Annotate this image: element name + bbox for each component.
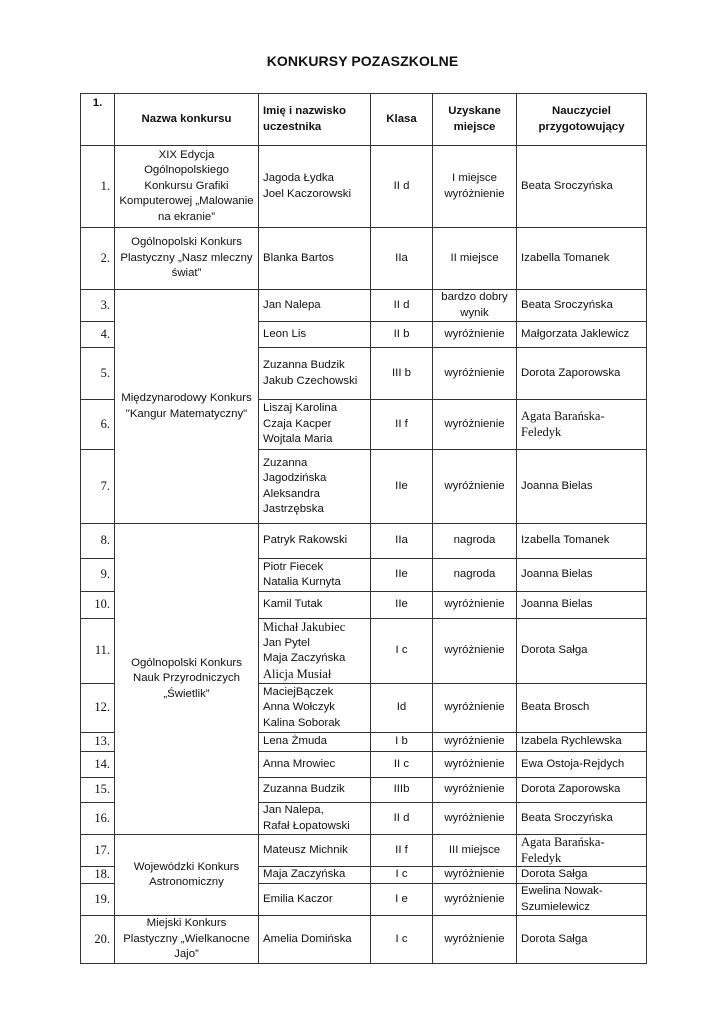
- participant-name: Jagoda Łydka: [263, 172, 334, 184]
- teacher-cell: Dorota Zaporowska: [517, 348, 647, 400]
- class-cell: I c: [371, 916, 433, 964]
- class-cell: II f: [371, 835, 433, 867]
- participant-name: Emilia Kaczor: [263, 892, 333, 905]
- participant-name: Wojtala Maria: [263, 433, 333, 446]
- participant-name: Blanka Bartos: [263, 251, 334, 264]
- class-cell: Id: [371, 684, 433, 733]
- place-cell: [433, 752, 517, 778]
- participant-name: Kamil Tutak: [263, 598, 323, 611]
- participant-cell: [259, 867, 371, 884]
- participant-cell: [259, 752, 371, 778]
- class-cell: II d: [371, 146, 433, 228]
- place-cell: [433, 146, 517, 228]
- row-number: 7.: [81, 450, 115, 524]
- place-cell: [433, 592, 517, 619]
- participant-name: Czaja Kacper: [263, 417, 332, 430]
- participant-name: Jakub Czechowski: [263, 374, 358, 387]
- place-text: I miejsce: [452, 172, 497, 184]
- row-number: 8.: [81, 524, 115, 559]
- participant-name: Maja Zaczyńska: [263, 652, 346, 664]
- row-number: 15.: [81, 778, 115, 803]
- participant-name: Aleksandra: [263, 487, 320, 500]
- place-cell: [433, 884, 517, 916]
- participant-name: Maja Zaczyńska: [263, 868, 346, 881]
- table-body: [81, 146, 647, 964]
- teacher-cell: Beata Sroczyńska: [517, 290, 647, 322]
- participant-name: Rafał Łopatowski: [263, 819, 350, 832]
- place-cell: [433, 524, 517, 559]
- participant-name: Piotr Fiecek: [263, 560, 324, 573]
- participant-cell: [259, 524, 371, 559]
- table-header-row: [81, 94, 647, 146]
- class-cell: II d: [371, 290, 433, 322]
- participant-name: Kalina Soborak: [263, 716, 341, 729]
- teacher-cell: Beata Sroczyńska: [517, 803, 647, 835]
- place-text: wyróżnienie: [444, 479, 505, 492]
- participant-name: Jan Pytel: [263, 636, 310, 649]
- participant-name: Joel Kaczorowski: [263, 187, 351, 200]
- place-cell: [433, 778, 517, 803]
- class-cell: I e: [371, 884, 433, 916]
- teacher-cell: Dorota Sałga: [517, 867, 647, 884]
- table-row: [81, 524, 647, 559]
- row-number: 2.: [81, 228, 115, 290]
- place-cell: [433, 322, 517, 348]
- place-cell: [433, 619, 517, 684]
- teacher-cell: Izabella Tomanek: [517, 524, 647, 559]
- participant-name: MaciejBączek: [263, 685, 334, 698]
- participant-name: Amelia Domińska: [263, 932, 352, 945]
- header-contest: Nazwa konkursu: [115, 94, 259, 146]
- class-cell: IIe: [371, 592, 433, 619]
- page-title: KONKURSY POZASZKOLNE: [266, 53, 459, 69]
- class-cell: II d: [371, 803, 433, 835]
- participant-name: Michał Jakubiec: [263, 620, 346, 634]
- place-text: II miejsce: [450, 251, 499, 264]
- participant-cell: [259, 778, 371, 803]
- place-text: wyróżnienie: [444, 327, 505, 340]
- place-text: wyróżnienie: [444, 701, 505, 714]
- header-participant: Imię i nazwisko uczestnika: [259, 94, 371, 146]
- place-text: wyróżnienie: [444, 811, 505, 824]
- place-text: wyróżnienie: [444, 187, 505, 200]
- contest-name: Miejski Konkurs Plastyczny „Wielkanocne Jajo”: [115, 916, 259, 964]
- place-text: wyróżnienie: [444, 868, 505, 881]
- class-cell: I b: [371, 733, 433, 752]
- place-cell: [433, 400, 517, 450]
- participant-name: Lena Żmuda: [263, 735, 327, 748]
- row-number: 11.: [81, 619, 115, 684]
- class-cell: I c: [371, 867, 433, 884]
- contest-name: Ogólnopolski Konkurs Plastyczny „Nasz mleczny świat”: [115, 228, 259, 290]
- row-number: 10.: [81, 592, 115, 619]
- place-text: wyróżnienie: [444, 892, 505, 905]
- table-row: [81, 916, 647, 964]
- participant-cell: [259, 916, 371, 964]
- row-number: 12.: [81, 684, 115, 733]
- row-number: 13.: [81, 733, 115, 752]
- participant-name: Zuzanna: [263, 456, 308, 469]
- row-number: 4.: [81, 322, 115, 348]
- place-text: nagroda: [453, 534, 496, 547]
- participant-cell: [259, 348, 371, 400]
- row-number: 9.: [81, 559, 115, 592]
- class-cell: IIIb: [371, 778, 433, 803]
- participant-cell: [259, 290, 371, 322]
- teacher-cell: Dorota Sałga: [517, 916, 647, 964]
- table-row: [81, 835, 647, 867]
- place-cell: [433, 733, 517, 752]
- teacher-cell: Beata Brosch: [517, 684, 647, 733]
- place-text: wyróżnienie: [444, 417, 505, 430]
- participant-cell: [259, 559, 371, 592]
- row-number: 1.: [81, 146, 115, 228]
- teacher-cell: Agata Barańska-Feledyk: [517, 835, 647, 867]
- place-text: nagroda: [453, 568, 496, 581]
- participant-cell: [259, 884, 371, 916]
- teacher-cell: Izabela Rychlewska: [517, 733, 647, 752]
- contests-table: [80, 93, 647, 964]
- header-teacher: Nauczyciel przygotowujący: [517, 94, 647, 146]
- teacher-cell: Małgorzata Jaklewicz: [517, 322, 647, 348]
- place-cell: [433, 290, 517, 322]
- participant-name: Jan Nalepa,: [263, 804, 324, 816]
- place-cell: [433, 684, 517, 733]
- place-text: wyróżnienie: [444, 366, 505, 379]
- table-row: [81, 290, 647, 322]
- participant-cell: [259, 592, 371, 619]
- class-cell: IIe: [371, 559, 433, 592]
- place-text: wyróżnienie: [444, 783, 505, 796]
- teacher-cell: Dorota Sałga: [517, 619, 647, 684]
- participant-name: Anna Wołczyk: [263, 701, 335, 714]
- place-text: wynik: [460, 306, 489, 319]
- contest-name: Międzynarodowy Konkurs "Kangur Matematyczny": [115, 290, 259, 524]
- participant-cell: [259, 146, 371, 228]
- contest-name: Wojewódzki Konkurs Astronomiczny: [115, 835, 259, 916]
- place-cell: [433, 450, 517, 524]
- class-cell: II c: [371, 752, 433, 778]
- place-text: wyróżnienie: [444, 757, 505, 770]
- participant-name: Alicja Musiał: [263, 666, 332, 681]
- participant-cell: [259, 803, 371, 835]
- participant-name: Liszaj Karolina: [263, 402, 338, 415]
- participant-name: Natalia Kurnyta: [263, 576, 341, 588]
- contest-name: Ogólnopolski Konkurs Nauk Przyrodniczych „Świetlik”: [115, 524, 259, 835]
- class-cell: IIe: [371, 450, 433, 524]
- participant-cell: [259, 619, 371, 684]
- place-cell: [433, 867, 517, 884]
- participant-cell: [259, 450, 371, 524]
- class-cell: II b: [371, 322, 433, 348]
- row-number: 6.: [81, 400, 115, 450]
- class-cell: III b: [371, 348, 433, 400]
- row-number: 19.: [81, 884, 115, 916]
- participant-name: Leon Lis: [263, 327, 307, 340]
- row-number: 20.: [81, 916, 115, 964]
- teacher-cell: Joanna Bielas: [517, 592, 647, 619]
- place-text: wyróżnienie: [444, 735, 505, 748]
- row-number: 17.: [81, 835, 115, 867]
- row-number: 18.: [81, 867, 115, 884]
- participant-name: Jan Nalepa: [263, 298, 321, 311]
- class-cell: II f: [371, 400, 433, 450]
- row-number: 3.: [81, 290, 115, 322]
- class-cell: IIa: [371, 228, 433, 290]
- row-number: 14.: [81, 752, 115, 778]
- class-cell: IIa: [371, 524, 433, 559]
- participant-name: Patryk Rakowski: [263, 534, 348, 547]
- place-cell: [433, 835, 517, 867]
- place-text: bardzo dobry: [441, 291, 508, 303]
- row-number: 5.: [81, 348, 115, 400]
- place-text: wyróżnienie: [444, 598, 505, 611]
- participant-name: Jastrzębska: [263, 503, 324, 515]
- participant-cell: [259, 322, 371, 348]
- place-text: III miejsce: [448, 843, 501, 856]
- header-klasa: Klasa: [371, 94, 433, 146]
- place-text: wyróżnienie: [444, 644, 505, 657]
- participant-name: Zuzanna Budzik: [263, 783, 345, 796]
- participant-name: Jagodzińska: [263, 472, 327, 484]
- participant-cell: [259, 228, 371, 290]
- header-place: Uzyskane miejsce: [433, 94, 517, 146]
- participant-name: Anna Mrowiec: [263, 757, 336, 770]
- place-cell: [433, 228, 517, 290]
- table-row: [81, 228, 647, 290]
- teacher-cell: Agata Barańska-Feledyk: [517, 400, 647, 450]
- participant-cell: [259, 835, 371, 867]
- contest-name: XIX Edycja Ogólnopolskiego Konkursu Grafiki Komputerowej „Malowanie na ekranie”: [115, 146, 259, 228]
- teacher-cell: Izabella Tomanek: [517, 228, 647, 290]
- table-row: [81, 146, 647, 228]
- place-cell: [433, 916, 517, 964]
- place-text: wyróżnienie: [444, 932, 505, 945]
- place-cell: [433, 559, 517, 592]
- teacher-cell: Joanna Bielas: [517, 559, 647, 592]
- row-number: 16.: [81, 803, 115, 835]
- participant-name: Zuzanna Budzik: [263, 359, 345, 371]
- teacher-cell: Ewelina Nowak-Szumielewicz: [517, 884, 647, 916]
- place-cell: [433, 803, 517, 835]
- participant-cell: [259, 684, 371, 733]
- participant-cell: [259, 400, 371, 450]
- teacher-cell: Joanna Bielas: [517, 450, 647, 524]
- header-lp: 1.: [81, 94, 115, 146]
- place-cell: [433, 348, 517, 400]
- participant-cell: [259, 733, 371, 752]
- teacher-cell: Beata Sroczyńska: [517, 146, 647, 228]
- class-cell: I c: [371, 619, 433, 684]
- teacher-cell: Ewa Ostoja-Rejdych: [517, 752, 647, 778]
- participant-name: Mateusz Michnik: [263, 843, 348, 856]
- teacher-cell: Dorota Zaporowska: [517, 778, 647, 803]
